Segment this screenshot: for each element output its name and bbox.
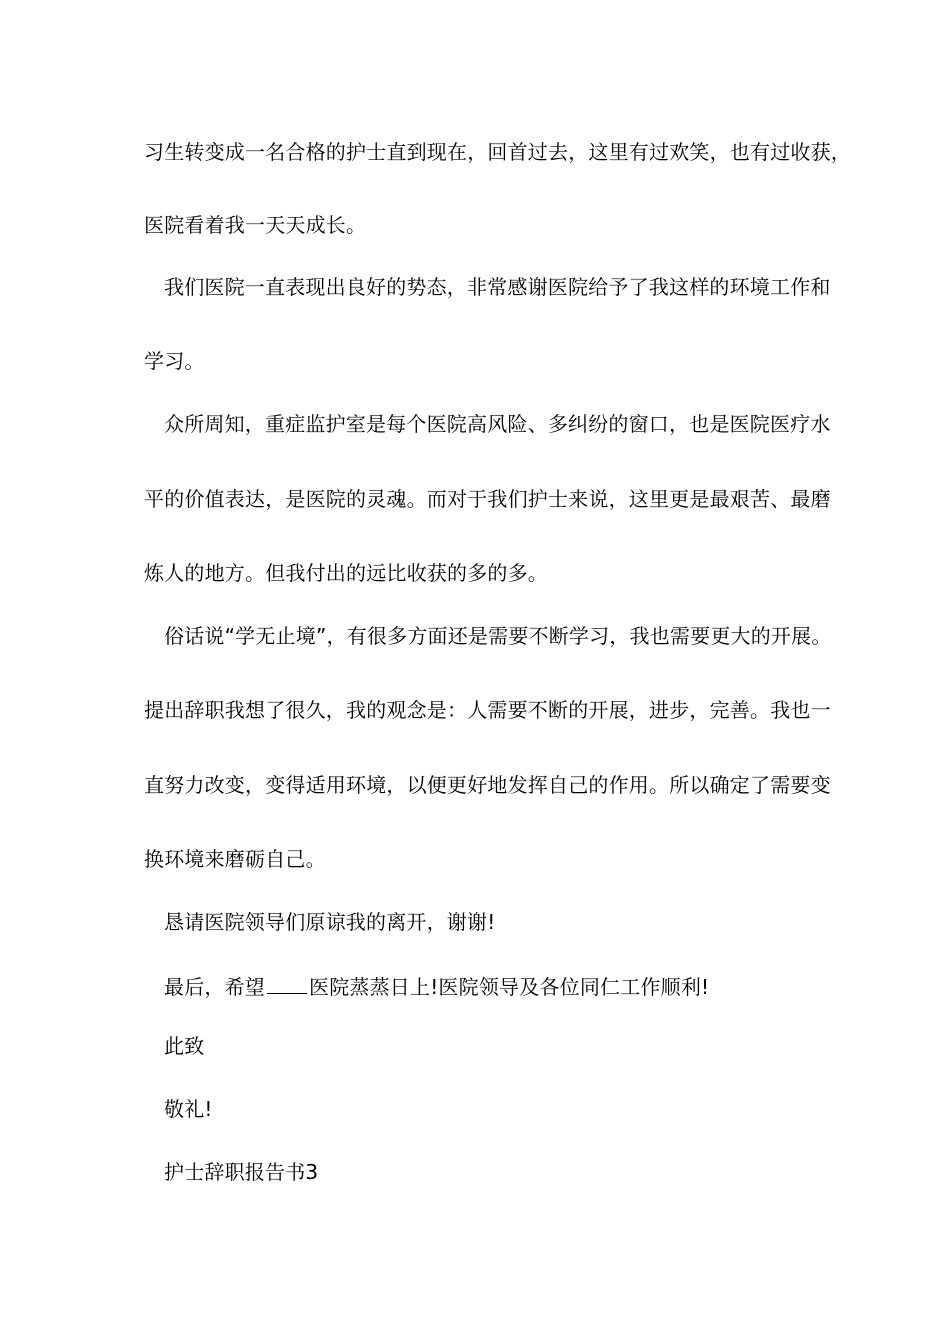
paragraph-4-line-4: 换环境来磨砺自己。 xyxy=(144,847,326,871)
fill-in-blank xyxy=(267,971,307,994)
apology-line: 恳请医院领导们原谅我的离开，谢谢! xyxy=(164,910,496,934)
paragraph-4-line-1: 俗话说“学无止境”，有很多方面还是需要不断学习，我也需要更大的开展。 xyxy=(164,624,832,648)
salutation-line-2: 敬礼! xyxy=(164,1097,213,1121)
salutation-line-1: 此致 xyxy=(164,1034,205,1058)
next-section-heading: 护士辞职报告书3 xyxy=(164,1160,319,1184)
paragraph-1-line-2: 医院看着我一天天成长。 xyxy=(144,213,367,237)
paragraph-4-line-2: 提出辞职我想了很久，我的观念是：人需要不断的开展，进步，完善。我也一 xyxy=(144,698,831,722)
paragraph-3-line-2: 平的价值表达，是医院的灵魂。而对于我们护士来说，这里更是最艰苦、最磨 xyxy=(144,487,831,511)
paragraph-2-line-1: 我们医院一直表现出良好的势态，非常感谢医院给予了我这样的环境工作和 xyxy=(164,275,831,299)
closing-wish-line xyxy=(164,971,709,1000)
paragraph-1-line-1: 习生转变成一名合格的护士直到现在，回首过去，这里有过欢笑，也有过收获， xyxy=(144,140,851,164)
paragraph-3-line-1: 众所周知，重症监护室是每个医院高风险、多纠纷的窗口，也是医院医疗水 xyxy=(164,412,831,436)
paragraph-2-line-2: 学习。 xyxy=(144,349,205,373)
closing-wish-after: 医院蒸蒸日上!医院领导及各位同仁工作顺利! xyxy=(309,975,710,999)
closing-wish-before: 最后，希望 xyxy=(164,975,265,999)
paragraph-3-line-3: 炼人的地方。但我付出的远比收获的多的多。 xyxy=(144,561,548,585)
paragraph-4-line-3: 直努力改变，变得适用环境，以便更好地发挥自己的作用。所以确定了需要变 xyxy=(144,773,831,797)
